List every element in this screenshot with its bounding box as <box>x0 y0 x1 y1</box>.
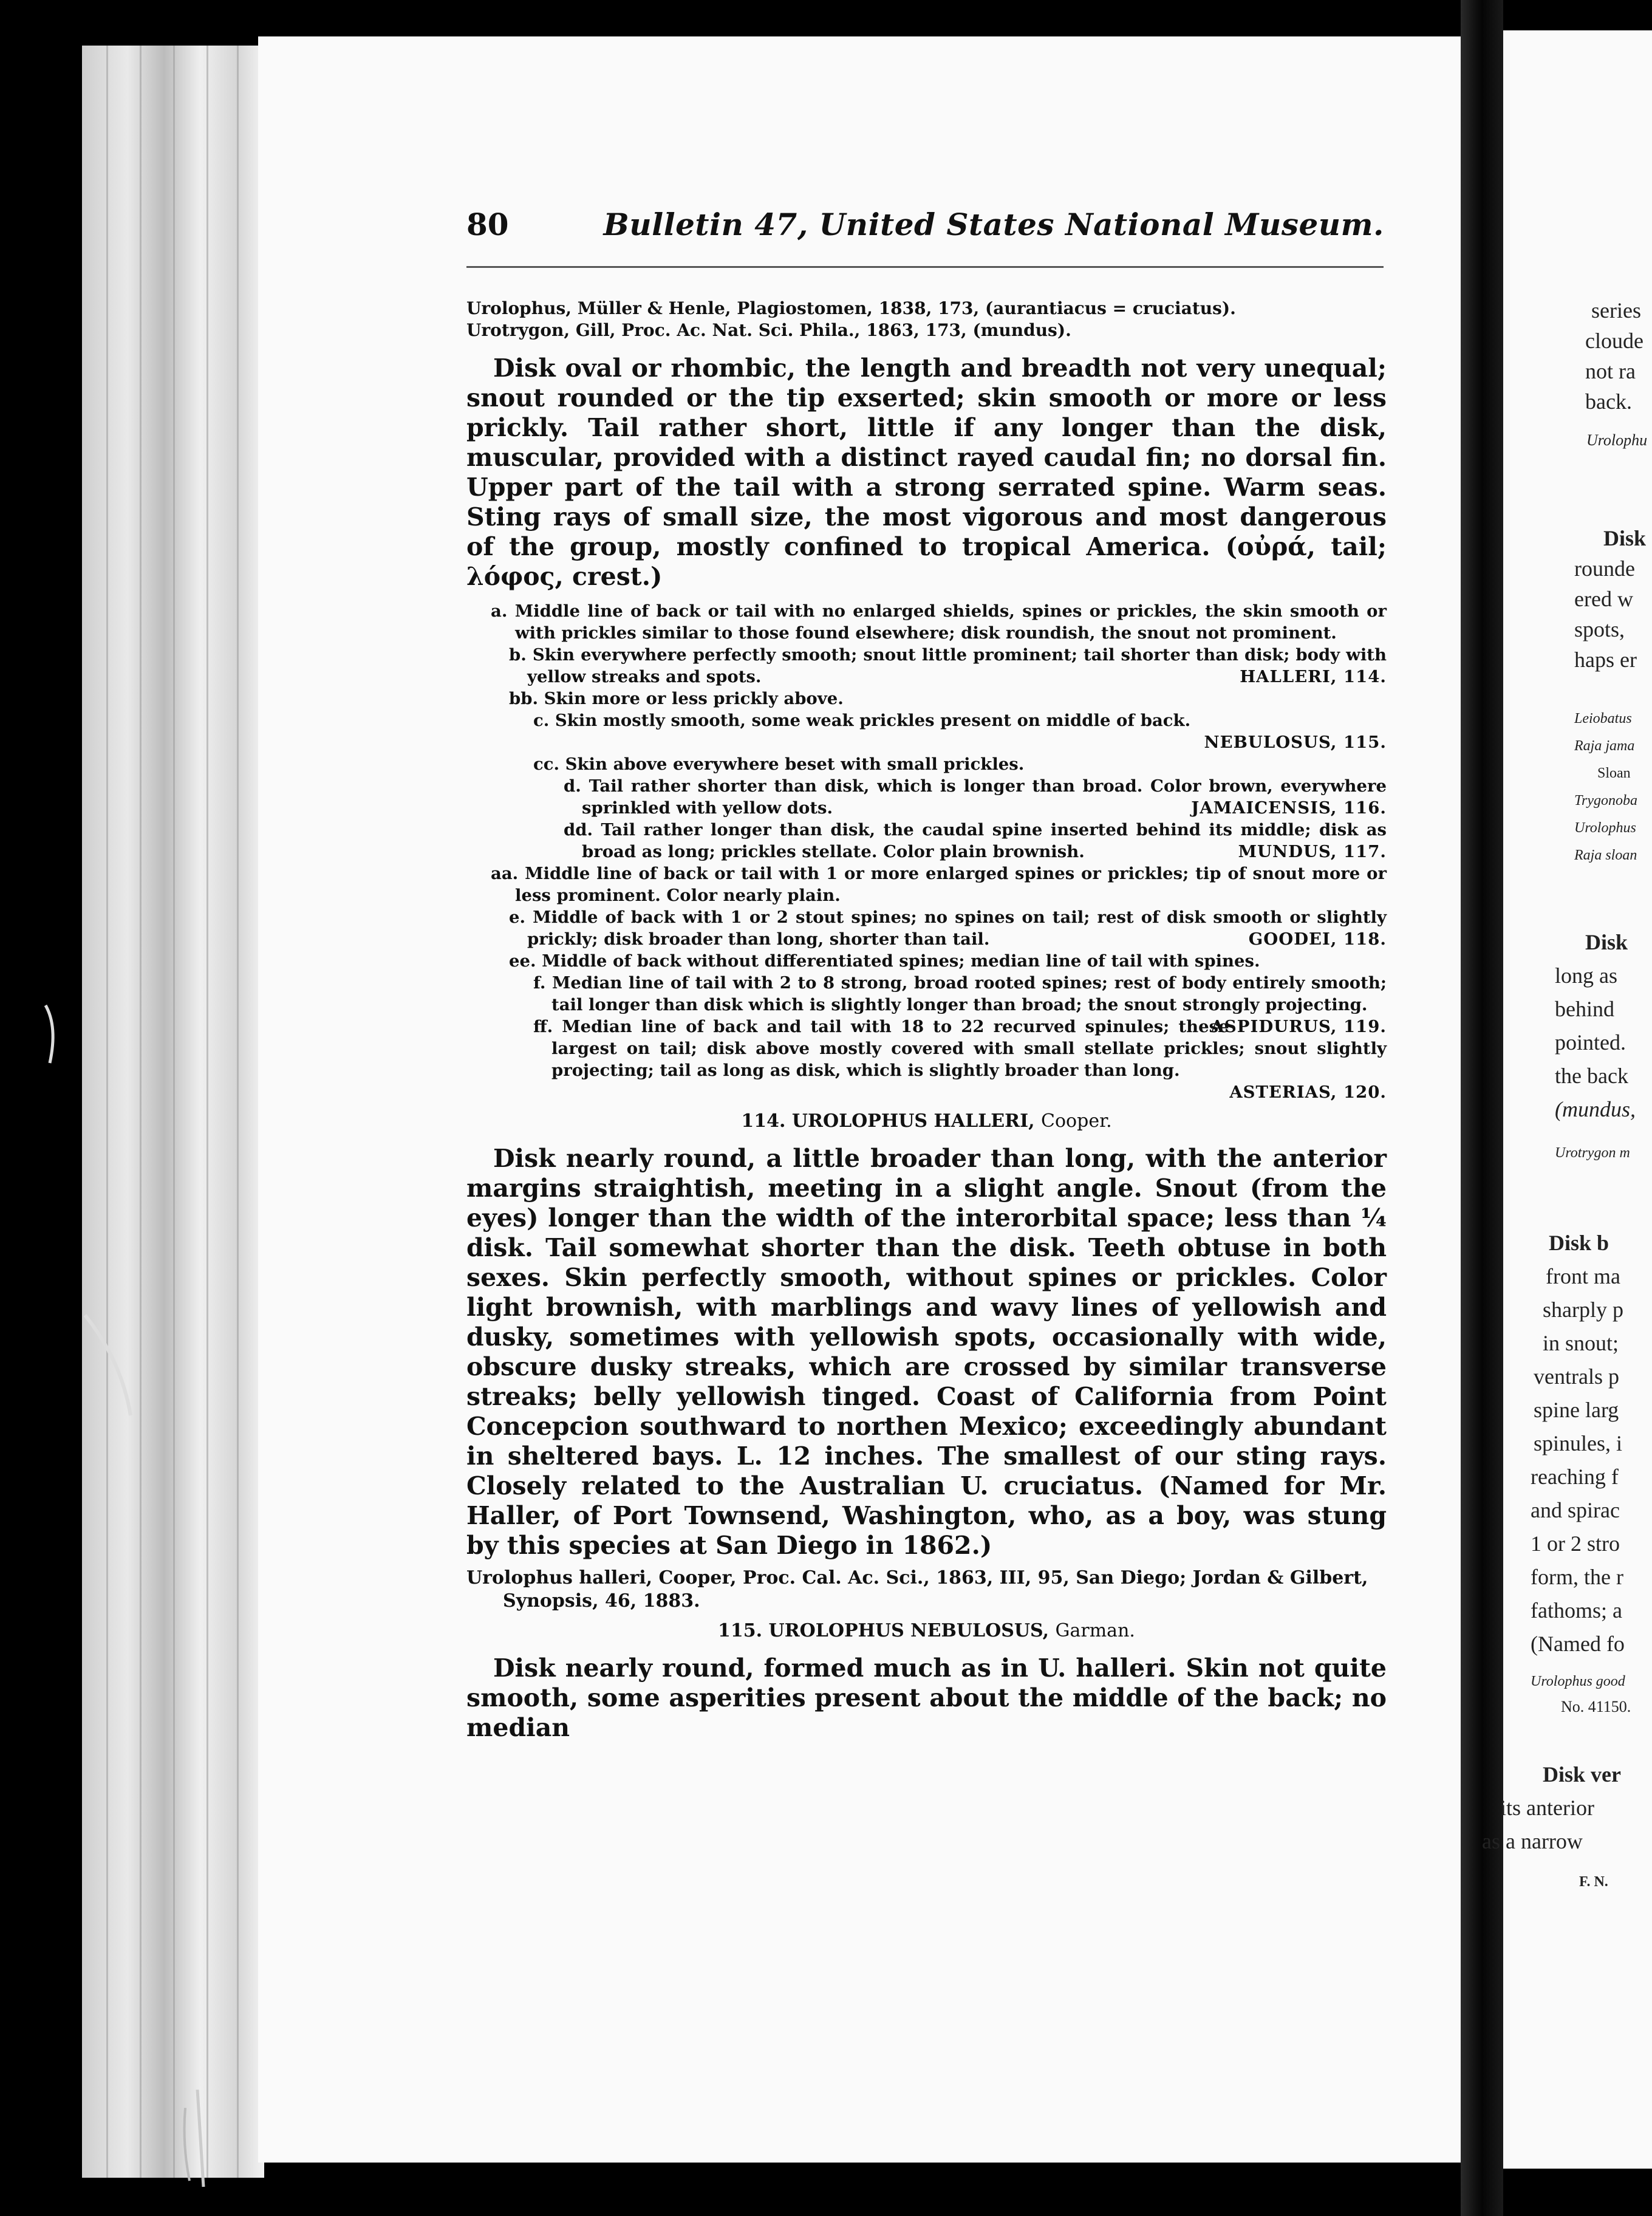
fragment: long as <box>1555 963 1617 988</box>
key-species-ref: ASTERIAS, 120. <box>1229 1082 1387 1102</box>
fragment: ered w <box>1574 587 1633 611</box>
fragment: cloude <box>1585 329 1643 353</box>
fragment: Trygonoba <box>1574 793 1638 809</box>
key-line: aa. Middle line of back or tail with 1 or more enlarged spines or prickles; tip of snout more or less prominent. Color nearly plain. <box>491 864 1387 905</box>
fragment: and spirac <box>1531 1498 1620 1522</box>
fragment: Disk b <box>1549 1231 1609 1255</box>
fragment: Disk <box>1603 526 1647 550</box>
species-description-114: Disk nearly round, a little broader than long, with the anterior margins straightish, meeting in a slight angle. Snout (from the eyes) longer than the width of the interorbital space; less than ¼ disk. Tail somewhat shorter than the disk. Teeth obtuse in both sexes. Skin perfectly smooth, without spines or prickles. Color light brownish, with marblings and wavy lines of yellowish and dusky, sometimes with yellowish spots, occasionally with wide, obscure dusky streaks, which are crossed by similar transverse streaks; belly yellowish tinged. Coast of California from Point Concepcion southward to northen Mexico; exceedingly abundant in sheltered bays. L. 12 inches. The smallest of our sting rays. Closely related to the Australian U. cruciatus. (Named for Mr. Haller, of Port Townsend, Washington, who, as a boy, was stung by this species at San Diego in 1862.) <box>466 1144 1387 1560</box>
fragment: behind <box>1555 997 1614 1021</box>
fragment: rounde <box>1574 556 1635 581</box>
fragment: the back <box>1555 1064 1628 1088</box>
key-line: dd. Tail rather longer than disk, the caudal spine inserted behind its middle; disk as broad as long; prickles stellate. Color plain brownish. MUNDUS, 117. <box>564 820 1387 861</box>
fragment: Urolophus <box>1574 820 1636 836</box>
key-line: d. Tail rather shorter than disk, which is longer than broad. Color brown, everywhere sprinkled with yellow dots. JAMAICENSIS, 116. <box>564 776 1387 818</box>
fragment: Urolophu <box>1586 431 1648 449</box>
fragment: spine larg <box>1534 1398 1619 1422</box>
key-species-ref: NEBULOSUS, 115. <box>1204 733 1387 752</box>
fragment: sharply p <box>1543 1298 1623 1322</box>
key-line: ff. Median line of back and tail with 18 to 22 recurved spinules; these largest on tail; disk above mostly covered with small stellate prickles; snout slightly projecting; tail as long as disk, which is slightly broader than long. ASTERIAS, 120. <box>533 1017 1387 1102</box>
fragment: series <box>1591 298 1641 323</box>
fragment: ventrals p <box>1534 1364 1619 1389</box>
fragment: its anterior <box>1500 1796 1594 1820</box>
key-species-ref: HALLERI, 114. <box>1240 667 1387 686</box>
running-title: Bulletin 47, United States National Museum. <box>603 207 1384 242</box>
species-heading-115: 115. UROLOPHUS NEBULOSUS, Garman. <box>718 1620 1135 1641</box>
fragment: front ma <box>1546 1264 1620 1288</box>
fragment: not ra <box>1585 359 1636 383</box>
fragment: 1 or 2 stro <box>1531 1531 1620 1556</box>
key-species-ref: GOODEI, 118. <box>1248 929 1387 949</box>
fragment: Disk <box>1585 930 1628 954</box>
fragment: Raja jama <box>1574 738 1635 754</box>
fragment: Disk ver <box>1543 1762 1621 1787</box>
key-line: e. Middle of back with 1 or 2 stout spines; no spines on tail; rest of disk smooth or slightly prickly; disk broader than long, shorter than tail. GOODEI, 118. <box>509 908 1387 949</box>
key-species-ref: ASPIDURUS, 119. <box>1210 1017 1387 1036</box>
fragment: pointed. <box>1555 1030 1626 1055</box>
key-line: a. Middle line of back or tail with no enlarged shields, spines or prickles, the skin smooth or with prickles similar to those found elsewhere; disk roundish, the snout not prominent. <box>491 601 1387 643</box>
fragment: No. 41150. <box>1561 1698 1631 1715</box>
key-species-ref: JAMAICENSIS, 116. <box>1191 798 1387 818</box>
fragment: fathoms; a <box>1531 1598 1622 1623</box>
key-line: c. Skin mostly smooth, some weak prickles present on middle of back. NEBULOSUS, 115. <box>533 711 1387 752</box>
fragment: Raja sloan <box>1574 847 1637 863</box>
key-species-ref: MUNDUS, 117. <box>1238 842 1387 861</box>
key-line: bb. Skin more or less prickly above. <box>509 689 844 708</box>
synonymy-line: Urolophus, Müller & Henle, Plagiostomen, 1838, 173, (aurantiacus = cruciatus). <box>466 298 1236 318</box>
key-line: cc. Skin above everywhere beset with small prickles. <box>533 754 1025 774</box>
fragment: haps er <box>1574 648 1637 672</box>
page-number: 80 <box>466 207 509 242</box>
species-description-115: Disk nearly round, formed much as in U. halleri. Skin not quite smooth, some asperities present about the middle of the back; no median <box>466 1653 1387 1742</box>
fragment: (mundus, <box>1555 1097 1636 1121</box>
fragment: Leiobatus <box>1574 711 1632 727</box>
key-line: ee. Middle of back without differentiated spines; median line of tail with spines. <box>509 951 1260 971</box>
fragment: back. <box>1585 389 1632 414</box>
fragment: spots, <box>1574 617 1625 641</box>
fragment: form, the r <box>1531 1565 1623 1589</box>
fragment: in snout; <box>1543 1331 1619 1355</box>
fragment: reaching f <box>1531 1465 1619 1489</box>
key-line: b. Skin everywhere perfectly smooth; snout little prominent; tail shorter than disk; body with yellow streaks and spots. HALLERI, 114. <box>509 645 1387 686</box>
species-heading-114: 114. UROLOPHUS HALLERI, Cooper. <box>741 1110 1112 1132</box>
species-reference-114: Urolophus halleri, Cooper, Proc. Cal. Ac. Sci., 1863, III, 95, San Diego; Jordan & Gilbert, Synopsis, 46, 1883. <box>466 1567 1368 1612</box>
fragment: (Named fo <box>1531 1632 1625 1656</box>
key-line: f. Median line of tail with 2 to 8 strong, broad rooted spines; rest of body entirely smooth; tail longer than disk which is slightly longer than broad; the snout strongly projecting. ASPIDURUS, 119. <box>533 973 1387 1036</box>
fragment: Urolophus good <box>1531 1674 1625 1689</box>
fragment: spinules, i <box>1534 1431 1623 1455</box>
fragment: F. N. <box>1579 1874 1608 1890</box>
fragment: as a narrow <box>1482 1829 1583 1853</box>
fragment: Urotrygon m <box>1555 1145 1630 1161</box>
synonymy-line: Urotrygon, Gill, Proc. Ac. Nat. Sci. Phila., 1863, 173, (mundus). <box>466 320 1071 340</box>
fragment: Sloan <box>1597 765 1631 781</box>
genus-description-text: Disk oval or rhombic, the length and breadth not very unequal; snout rounded or the tip exserted; skin smooth or more or less prickly. Tail rather short, little if any longer than the disk, muscular, provided with a distinct rayed caudal fin; no dorsal fin. Upper part of the tail with a strong serrated spine. Warm seas. Sting rays of small size, the most vigorous and most dangerous of the group, mostly confined to tropical America. (οὐρά, tail; λόφος, crest.) <box>466 354 1387 591</box>
